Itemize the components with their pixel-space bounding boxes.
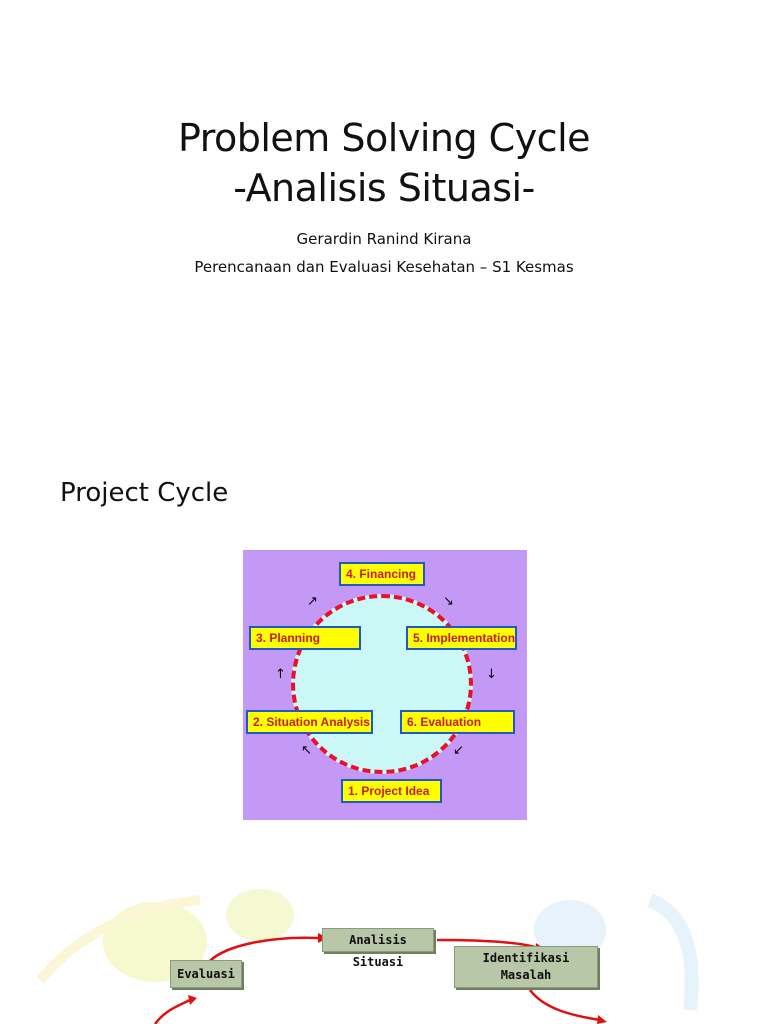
slide-heading: Project Cycle	[60, 478, 229, 508]
arrow-situation-to-planning-icon: ↑	[275, 667, 286, 682]
project-cycle-slide	[0, 440, 768, 860]
node-identifikasi-masalah	[454, 946, 598, 988]
author-name: Gerardin Ranind Kirana	[296, 230, 472, 248]
step-implementation: 5. Implementation	[406, 626, 517, 650]
step-planning: 3. Planning	[249, 626, 361, 650]
node-analisis-situasi: Analisis Situasi	[322, 928, 434, 952]
node-identifikasi-line-1: Identifikasi	[482, 951, 570, 965]
arrow-planning-to-financing-icon: ↗	[307, 594, 318, 609]
project-cycle-diagram	[243, 550, 527, 820]
node-identifikasi-line-2: Masalah	[500, 968, 552, 982]
arrow-implementation-to-evaluation-icon: ↓	[486, 667, 497, 682]
arrow-idea-to-situation-icon: ↖	[301, 743, 312, 758]
node-evaluasi: Evaluasi	[170, 960, 242, 988]
course-name: Perencanaan dan Evaluasi Kesehatan – S1 Kesmas	[194, 258, 574, 276]
step-situation-analysis: 2. Situation Analysis	[246, 710, 373, 734]
title-slide	[0, 0, 768, 440]
arrow-financing-to-implementation-icon: ↘	[443, 594, 454, 609]
problem-solving-cycle-slide	[0, 860, 768, 1024]
title-line-2: -Analisis Situasi-	[233, 166, 535, 210]
title-line-1: Problem Solving Cycle	[177, 116, 591, 160]
step-project-idea: 1. Project Idea	[341, 779, 442, 803]
step-evaluation: 6. Evaluation	[400, 710, 515, 734]
arrow-evaluation-to-idea-icon: ↙	[453, 743, 464, 758]
step-financing: 4. Financing	[339, 562, 425, 586]
cycle-circle	[291, 594, 473, 774]
